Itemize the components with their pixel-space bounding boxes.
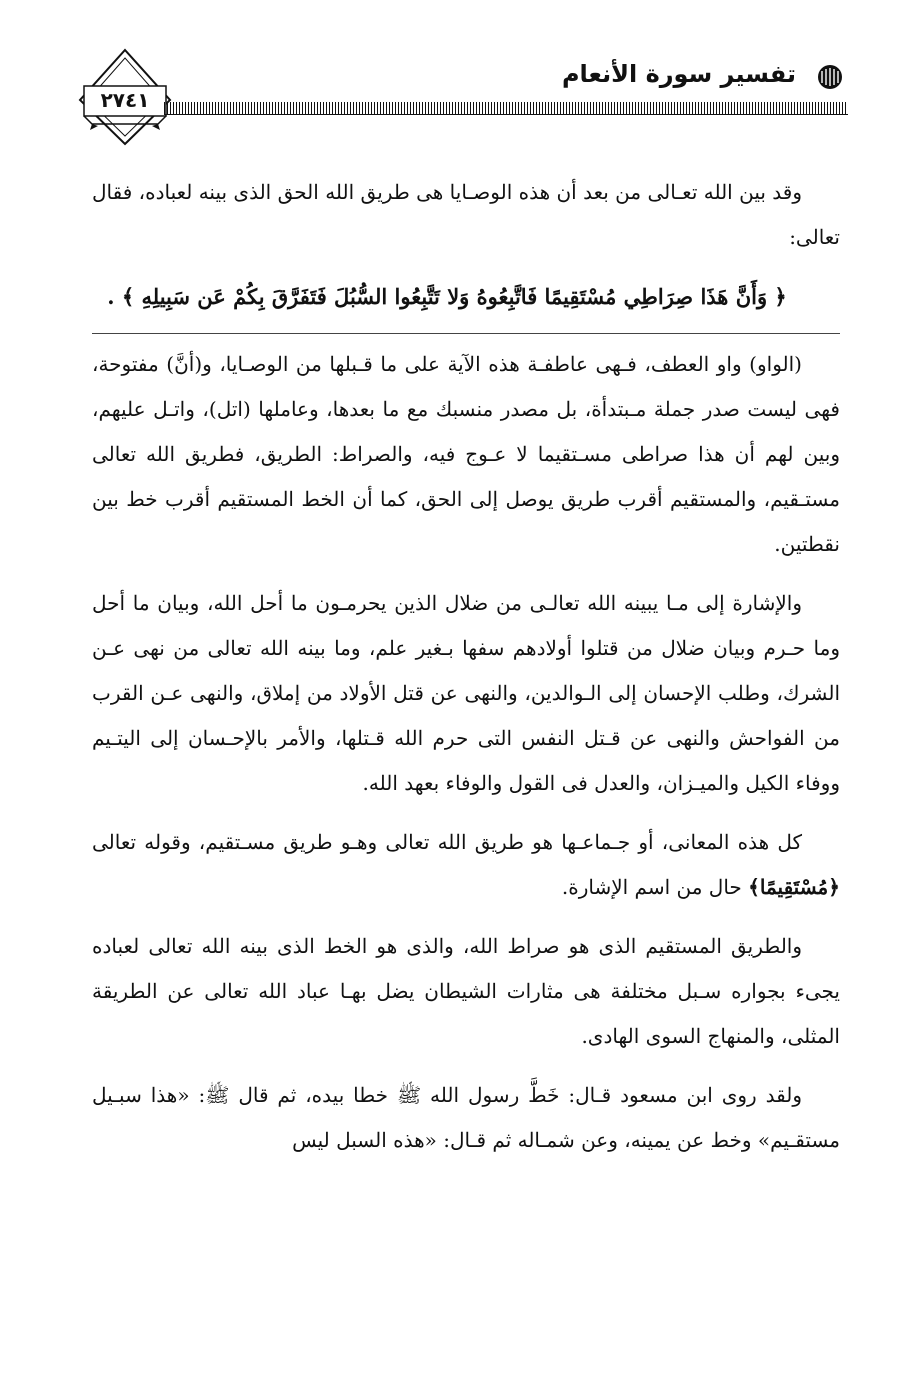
verse-divider xyxy=(92,333,840,334)
surah-title: تفسير سورة الأنعام xyxy=(561,60,796,88)
paragraph-4 xyxy=(92,820,840,910)
paragraph-4-text-a: كل هذه المعانى، أو جـماعـها هو طريق الله تعالى وهـو طريق مسـتقيم، وقوله تعالى xyxy=(92,830,802,854)
paragraph-5: والطريق المستقيم الذى هو صراط الله، والذى هو الخط الذى بينه الله تعالى لعباده يجىء بجواره سـبل مختلفة هى مثارات الشيطان يضل بهـا عباد الله تعالى عن الطريقة المثلى، والمنهاج السوى الهادى. xyxy=(92,934,840,1048)
page-number: ٢٧٤١ xyxy=(90,88,160,112)
paragraph-6: ولقد روى ابن مسعود قـال: خَطَّ رسول الله ﷺ خطا بيده، ثم قال ﷺ: «هذا سبـيل مستقـيم» وخط عن يمينه، وعن شمـاله ثم قـال: «هذه السبل ليس xyxy=(92,1083,840,1152)
star-ornament-icon xyxy=(812,62,848,92)
quran-verse: ﴿ وَأَنَّ هَذَا صِرَاطِي مُسْتَقِيمًا فَاتَّبِعُوهُ وَلا تَتَّبِعُوا السُّبُلَ فَتَفَرَّقَ بِكُمْ عَن سَبِيلِهِ ﴾ . xyxy=(107,284,787,309)
running-header xyxy=(78,48,848,148)
paragraph-4-text-b: حال من اسم الإشارة. xyxy=(561,875,742,899)
quran-word-quote: ﴿مُسْتَقِيمًا﴾ xyxy=(748,875,840,899)
page-body xyxy=(92,170,840,1177)
paragraph-2: (الواو) واو العطف، فـهى عاطفـة هذه الآية على ما قـبلها من الوصـايا، و(أنَّ) مفتوحة، فهى ليست صدر جملة مـبتدأة، بل مصدر منسبك مع ما بعدها، وعاملها (اتل)، واتـل عليهم، وبين لهم أن هذا صراطى مسـتقيما لا عـوج فيه، والصراط: الطريق، فطريق الله تعالى مستـقيم، والمستقيم أقرب طريق يوصل إلى الحق، كما أن الخط المستقيم أقرب خط بين نقطتين. xyxy=(92,352,840,556)
header-rule xyxy=(164,102,848,115)
paragraph-3: والإشارة إلى مـا يبينه الله تعالـى من ضلال الذين يحرمـون ما أحل الله، وبيان ما أحل وما حـرم وبيان ضلال من قتلوا أولادهم سفها بـغير علم، وما بينه الله تعالى من نهى عـن الشرك، وطلب الإحسان إلى الـوالدين، والنهى عن قتل الأولاد من إملاق، والنهى عـن القرب من الفواحش والنهى عن قـتل النفس التى حرم الله قـتلها، والأمر بالإحـسان إلى اليتـيم ووفاء الكيل والميـزان، والعدل فى القول والوفاء بعهد الله. xyxy=(92,591,840,795)
paragraph-1: وقد بين الله تعـالى من بعد أن هذه الوصـايا هى طريق الله الحق الذى بينه لعباده، فقال تعالى: xyxy=(91,180,840,249)
